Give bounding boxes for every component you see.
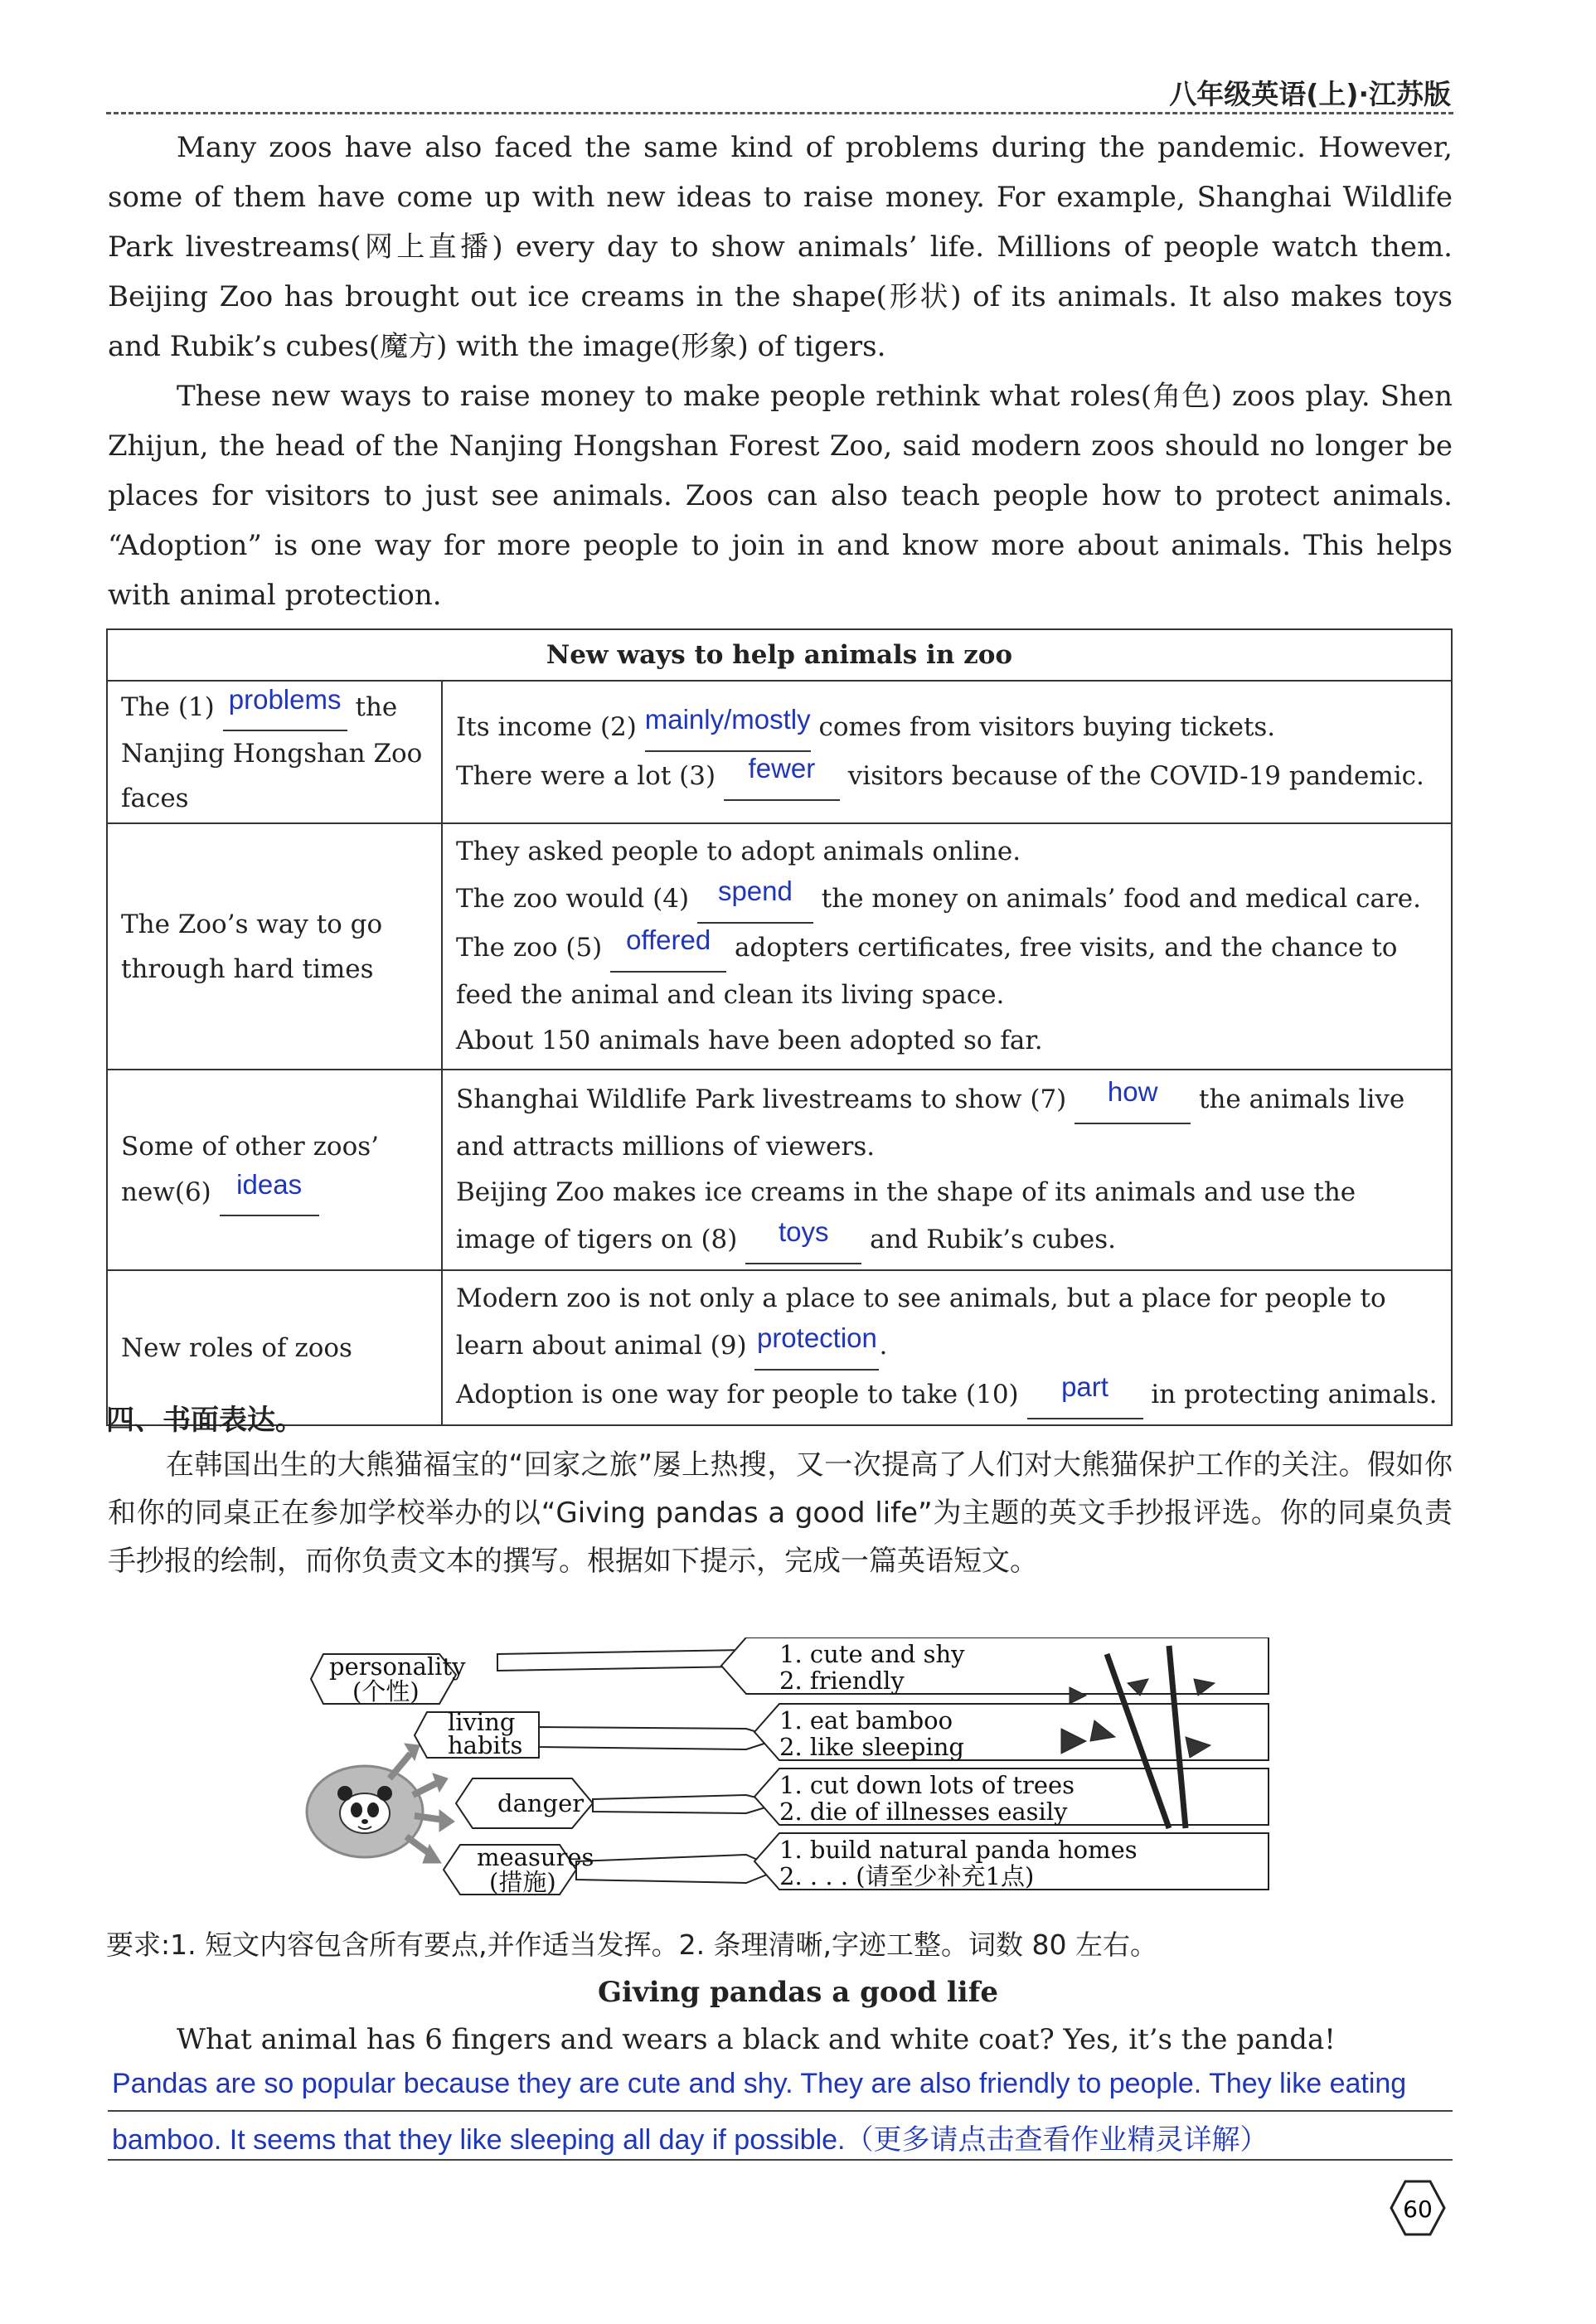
- writing-rule: [108, 2110, 1453, 2112]
- page-number: 60: [1403, 2195, 1433, 2223]
- row1-line1-a: Its income (2): [456, 712, 637, 742]
- row4-line1: [456, 1276, 1438, 1371]
- connector-2: [539, 1727, 779, 1749]
- label-personality: personality: [329, 1652, 466, 1681]
- row1-line1-b: comes from visitors buying tickets.: [818, 712, 1276, 742]
- header-divider: [106, 112, 1453, 114]
- essay-first-line: What animal has 6 fingers and wears a black and white coat? Yes, it’s the panda!: [177, 2023, 1336, 2056]
- row4-line2: [456, 1371, 1438, 1419]
- row3-line1-b: the animals live and attracts millions of viewers.: [456, 1084, 1405, 1162]
- blank-3[interactable]: [724, 752, 840, 801]
- blank-10[interactable]: [1027, 1371, 1143, 1419]
- row1-left-b: the Nanjing Hongshan Zoo faces: [121, 691, 423, 813]
- table-row: [107, 681, 1452, 823]
- blank-8[interactable]: [745, 1215, 861, 1264]
- label-living: living: [448, 1708, 516, 1736]
- blank-7[interactable]: [1075, 1075, 1191, 1124]
- row2-line2-b: the money on animals’ food and medical care.: [821, 884, 1421, 914]
- answer-7: how: [1107, 1076, 1158, 1107]
- row1-line2-a: There were a lot (3): [456, 761, 716, 791]
- answer-2: mainly/mostly: [644, 704, 811, 735]
- row2-left: The Zoo’s way to go through hard times: [107, 823, 442, 1070]
- row2-line3: [456, 924, 1438, 1018]
- answer-10: part: [1061, 1371, 1108, 1402]
- row3-line2-a: Beijing Zoo makes ice creams in the shape of its animals and use the image of tigers on (8): [456, 1177, 1356, 1254]
- label-danger: danger: [497, 1789, 585, 1817]
- row2-line4: About 150 animals have been adopted so far.: [456, 1026, 1043, 1055]
- detail-4a: 1. build natural panda homes: [779, 1836, 1138, 1864]
- blank-9[interactable]: [754, 1322, 879, 1371]
- essay-answer-line-2: bamboo. It seems that they like sleeping all day if possible.（更多请点击查看作业精灵详解）: [112, 2124, 1269, 2156]
- table-row: [107, 1270, 1452, 1425]
- row4-line1-a: Modern zoo is not only a place to see animals, but a place for people to learn about animal (9): [456, 1283, 1386, 1361]
- label-measures-cn: (措施): [489, 1868, 556, 1896]
- detail-2b: 2. like sleeping: [779, 1733, 964, 1761]
- row2-line3-a: The zoo (5): [456, 933, 603, 963]
- label-measures: measures: [477, 1843, 594, 1871]
- label-habits: habits: [448, 1731, 523, 1759]
- task-table: [106, 628, 1453, 1426]
- page-number-badge: [1389, 2179, 1447, 2237]
- blank-4[interactable]: [697, 875, 813, 924]
- answer-6: ideas: [236, 1168, 303, 1200]
- detail-1b: 2. friendly: [779, 1667, 905, 1695]
- answer-5: offered: [626, 924, 711, 955]
- row1-line2: [456, 752, 1438, 801]
- label-personality-cn: (个性): [352, 1677, 420, 1705]
- detail-1a: 1. cute and shy: [779, 1640, 965, 1668]
- section-title: 四、书面表达。: [106, 1404, 303, 1437]
- writing-prompt: [108, 1441, 1453, 1585]
- answer-9: protection: [756, 1322, 877, 1353]
- row4-line1-b: .: [879, 1331, 888, 1361]
- row4-line2-a: Adoption is one way for people to take (10): [456, 1380, 1019, 1409]
- row3-left: [107, 1070, 442, 1270]
- row2-line1: They asked people to adopt animals online.: [456, 837, 1021, 866]
- mind-map-diagram: [290, 1637, 1277, 1919]
- row3-line1: [456, 1075, 1438, 1170]
- essay-title: Giving pandas a good life: [598, 1976, 998, 2009]
- row4-left: New roles of zoos: [107, 1270, 442, 1425]
- row1-left-a: The (1): [121, 691, 215, 722]
- row3-left-a: Some of other zoos’ new(6): [121, 1131, 380, 1207]
- panda-icon: [307, 1766, 423, 1857]
- header-label: 八年级英语(上)·江苏版: [1169, 78, 1451, 110]
- detail-3a: 1. cut down lots of trees: [779, 1771, 1075, 1799]
- table-title: New ways to help animals in zoo: [107, 629, 1452, 681]
- answer-8: toys: [778, 1216, 829, 1247]
- table-row: [107, 823, 1452, 1070]
- row3-line2: [456, 1170, 1438, 1264]
- row3-right: [442, 1070, 1452, 1270]
- row2-line2: [456, 875, 1438, 924]
- row3-line1-a: Shanghai Wildlife Park livestreams to show (7): [456, 1084, 1067, 1114]
- row1-line1: [456, 703, 1438, 752]
- essay-answer-line-1: Pandas are so popular because they are cute and shy. They are also friendly to people. They like eating: [112, 2068, 1407, 2099]
- row1-right: [442, 681, 1452, 823]
- blank-2[interactable]: [645, 703, 811, 752]
- row4-right: [442, 1270, 1452, 1425]
- requirements: 要求:1. 短文内容包含所有要点,并作适当发挥。2. 条理清晰,字迹工整。词数 80 左右。: [106, 1929, 1158, 1961]
- row2-line2-a: The zoo would (4): [456, 884, 690, 914]
- answer-4: spend: [717, 876, 793, 906]
- detail-3b: 2. die of illnesses easily: [779, 1798, 1068, 1826]
- row4-line2-b: in protecting animals.: [1151, 1380, 1438, 1409]
- blank-1[interactable]: [223, 684, 347, 731]
- row3-line2-b: and Rubik’s cubes.: [870, 1225, 1116, 1254]
- answer-3: fewer: [748, 753, 816, 784]
- passage-paragraph-2: These new ways to raise money to make people rethink what roles(角色) zoos play. Shen Zhijun, the head of the Nanjing Hongshan Forest Zoo, said modern zoos should no longer be places for visitors to just see animals. Zoos can also teach people how to protect animals. “Adoption” is one way for more people to join in and know more about animals. This helps with animal protection.: [108, 380, 1453, 612]
- writing-prompt-text: 在韩国出生的大熊猫福宝的“回家之旅”屡上热搜，又一次提高了人们对大熊猫保护工作的关注。假如你和你的同桌正在参加学校举办的以“Giving pandas a good life”为主题的英文手抄报评选。你的同桌负责手抄报的绘制，而你负责文本的撰写。根据如下提示，完成一篇英语短文。: [108, 1448, 1453, 1578]
- detail-2a: 1. eat bamboo: [779, 1706, 953, 1735]
- row2-right: [442, 823, 1452, 1070]
- row1-line2-b: visitors because of the COVID-19 pandemic.: [847, 761, 1424, 791]
- row1-left: [107, 681, 442, 823]
- passage-paragraph-1: Many zoos have also faced the same kind of problems during the pandemic. However, some of them have come up with new ideas to raise money. For example, Shanghai Wildlife Park livestreams(网上直播) every day to show animals’ life. Millions of people watch them. Beijing Zoo has brought out ice creams in the shape(形状) of its animals. It also makes toys and Rubik’s cubes(魔方) with the image(形象) of tigers.: [108, 131, 1453, 363]
- blank-5[interactable]: [610, 924, 726, 973]
- connector-4: [576, 1855, 779, 1883]
- table-row: [107, 1070, 1452, 1270]
- connector-3: [593, 1795, 779, 1813]
- blank-6[interactable]: [220, 1169, 319, 1216]
- detail-4b: 2. . . . (请至少补充1点): [779, 1862, 1035, 1890]
- row2-line3-b: adopters certificates, free visits, and the chance to feed the animal and clean its living space.: [456, 933, 1398, 1010]
- reading-passage: [108, 123, 1453, 620]
- writing-rule: [108, 2159, 1453, 2161]
- answer-1: problems: [228, 683, 342, 715]
